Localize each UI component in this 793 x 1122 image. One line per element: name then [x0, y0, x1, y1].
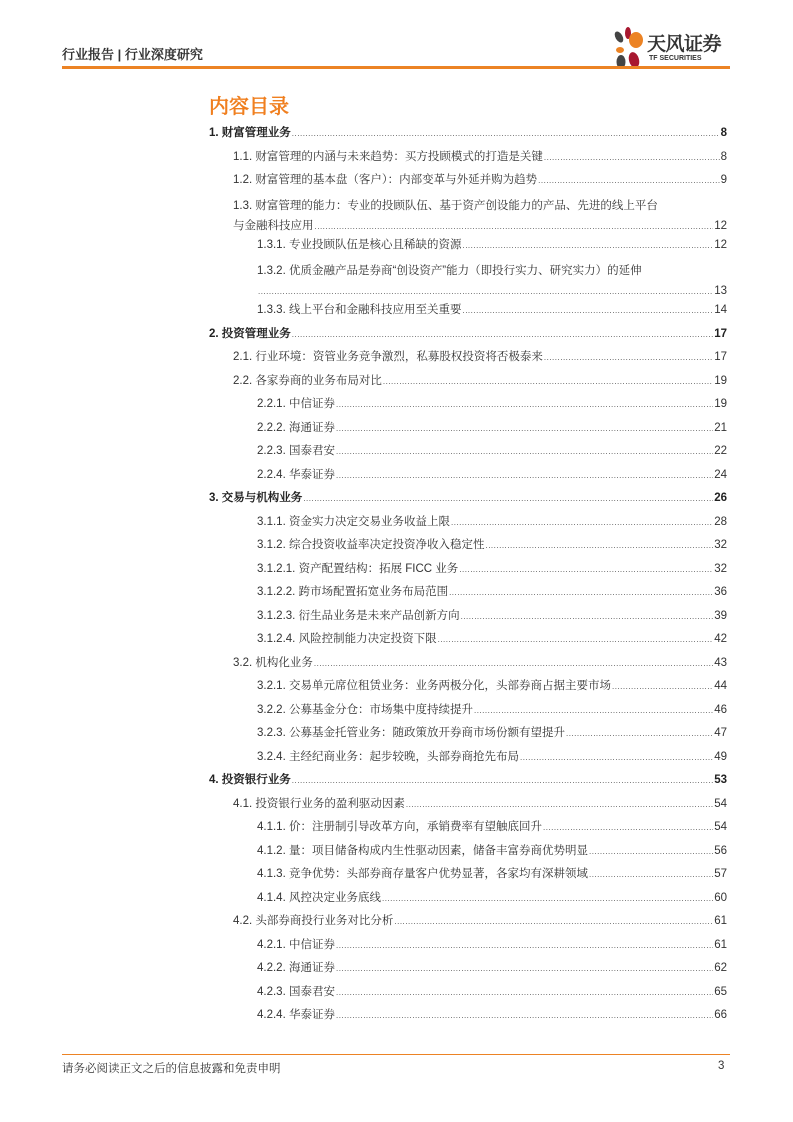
- toc-entry-title: 风控决定业务底线: [288, 891, 381, 904]
- toc-entry-page: 13: [714, 284, 727, 297]
- toc-entry-number: 2.: [209, 327, 219, 340]
- toc-entry-number: 2.2.4.: [257, 468, 286, 481]
- toc-entry[interactable]: [209, 628, 727, 652]
- dot-leader: [336, 440, 713, 464]
- toc-entry-page: 12: [714, 239, 727, 251]
- toc-entry-page: 56: [714, 844, 727, 857]
- toc-entry-number: 1.1.: [233, 150, 253, 163]
- toc-entry-number: 3.1.2.1.: [257, 562, 296, 575]
- toc-entry-number: 3.2.3.: [257, 727, 286, 739]
- report-type-header: 行业报告 | 行业深度研究: [62, 47, 203, 62]
- toc-entry-title: 财富管理的基本盘（客户）：内部变革与外延并购为趋势: [255, 174, 538, 186]
- table-of-contents: [209, 122, 727, 1028]
- dot-leader: [406, 793, 713, 817]
- toc-entry-page: 62: [714, 962, 727, 974]
- toc-entry[interactable]: [209, 840, 727, 864]
- toc-entry[interactable]: [209, 981, 727, 1005]
- toc-entry-page: 17: [714, 327, 727, 340]
- toc-entry-page: 14: [714, 304, 727, 316]
- toc-entry-page: 43: [714, 656, 727, 669]
- toc-entry[interactable]: [209, 722, 727, 746]
- toc-entry-title: 公募基金分仓：市场集中度持续提升: [288, 703, 473, 716]
- toc-entry[interactable]: [209, 816, 727, 840]
- toc-entry-page: 8: [720, 127, 727, 139]
- toc-entry-page: 54: [714, 821, 727, 833]
- toc-entry-page: 17: [714, 351, 727, 363]
- toc-entry[interactable]: [209, 957, 727, 981]
- dot-leader: [538, 169, 719, 193]
- toc-entry-title: 海通证券: [288, 421, 335, 434]
- toc-entry-title: 头部券商投行业务对比分析: [255, 915, 394, 927]
- toc-entry-title: 海通证券: [288, 962, 335, 974]
- toc-entry-title: 资金实力决定交易业务收益上限: [288, 515, 450, 528]
- dot-leader: [485, 534, 713, 558]
- toc-entry-number: 1.3.: [233, 199, 253, 212]
- toc-entry-page: 26: [714, 492, 727, 504]
- toc-entry[interactable]: [209, 146, 727, 170]
- dot-leader: [462, 234, 713, 258]
- toc-entry-title: 中信证券: [288, 938, 335, 951]
- toc-entry-title: 价：注册制引导改革方向，承销费率有望触底回升: [288, 821, 542, 833]
- toc-entry[interactable]: [209, 487, 727, 511]
- dot-leader: [292, 323, 713, 347]
- toc-entry-page: 66: [714, 1009, 727, 1021]
- toc-entry-number: 3.1.1.: [257, 515, 286, 528]
- toc-entry-number: 2.2.: [233, 374, 253, 387]
- toc-entry-number: 4.1.2.: [257, 844, 286, 857]
- dot-leader: [589, 863, 713, 887]
- toc-entry[interactable]: [209, 258, 727, 300]
- toc-entry[interactable]: [209, 534, 727, 558]
- dot-leader: [336, 934, 713, 958]
- toc-entry[interactable]: [209, 769, 727, 793]
- toc-entry-number: 4.2.: [233, 915, 253, 927]
- dot-leader: [394, 910, 713, 934]
- toc-entry-number: 1.2.: [233, 174, 253, 186]
- toc-entry[interactable]: [209, 675, 727, 699]
- toc-entry[interactable]: [209, 746, 727, 770]
- footer-divider: [62, 1054, 730, 1055]
- toc-entry-title: 交易单元席位租赁业务：业务两极分化，头部券商占据主要市场: [288, 680, 611, 692]
- toc-entry-title: 投资银行业务: [221, 774, 291, 786]
- toc-entry-title: 机构化业务: [255, 656, 313, 669]
- dot-leader: [462, 299, 713, 323]
- dot-leader: [292, 769, 713, 793]
- dot-leader: [314, 652, 713, 676]
- toc-entry-number: 4.1.4.: [257, 891, 286, 904]
- logo-petals-icon: [612, 26, 646, 70]
- toc-entry-page: 60: [714, 891, 727, 904]
- toc-entry-number: 2.2.2.: [257, 421, 286, 434]
- dot-leader: [336, 957, 713, 981]
- toc-entry[interactable]: [209, 440, 727, 464]
- toc-entry[interactable]: [209, 581, 727, 605]
- footer-disclaimer: 请务必阅读正文之后的信息披露和免责申明: [62, 1063, 281, 1075]
- toc-entry-number: 3.1.2.: [257, 539, 286, 551]
- logo-english-name: TF SECURITIES: [649, 55, 702, 62]
- toc-entry-number: 3.2.2.: [257, 703, 286, 716]
- toc-entry-number: 4.1.: [233, 797, 253, 810]
- toc-entry-number: 3.1.2.4.: [257, 633, 296, 645]
- toc-entry-title: 专业投顾队伍是核心且稀缺的资源: [288, 239, 462, 251]
- toc-entry-number: 4.1.3.: [257, 868, 286, 880]
- toc-entry[interactable]: [209, 1004, 727, 1028]
- toc-entry-page: 36: [714, 586, 727, 598]
- dot-leader: [459, 558, 713, 582]
- toc-entry-number: 3.: [209, 492, 219, 504]
- toc-entry[interactable]: [209, 234, 727, 258]
- dot-leader: [336, 981, 713, 1005]
- dot-leader: [544, 346, 713, 370]
- toc-entry-title: 公募基金托管业务：随政策放开券商市场份额有望提升: [288, 727, 565, 739]
- toc-entry-number: 4.2.4.: [257, 1009, 286, 1021]
- toc-entry[interactable]: [209, 299, 727, 323]
- toc-entry-title: 国泰君安: [288, 985, 335, 998]
- toc-entry-number: 2.2.1.: [257, 398, 286, 410]
- dot-leader: [336, 393, 713, 417]
- toc-entry-number: 4.2.3.: [257, 985, 286, 998]
- toc-entry-page: 57: [714, 868, 727, 880]
- toc-entry[interactable]: [209, 605, 727, 629]
- toc-entry-page: 24: [714, 468, 727, 481]
- dot-leader: [589, 840, 713, 864]
- toc-entry-page: 39: [714, 609, 727, 622]
- toc-entry-page: 47: [714, 727, 727, 739]
- toc-entry-number: 4.1.1.: [257, 821, 286, 833]
- toc-entry-title: 国泰君安: [288, 445, 335, 457]
- toc-entry-title: 风险控制能力决定投资下限: [298, 633, 437, 645]
- dot-leader: [544, 146, 720, 170]
- toc-entry[interactable]: [209, 193, 727, 235]
- toc-entry-page: 28: [714, 515, 727, 528]
- toc-entry-title: 交易与机构业务: [221, 492, 303, 504]
- toc-entry-number: 3.1.2.2.: [257, 586, 296, 598]
- toc-title: 内容目录: [209, 96, 289, 118]
- dot-leader: [336, 1004, 713, 1028]
- toc-entry-number: 4.: [209, 774, 219, 786]
- toc-entry-title: 华泰证券: [288, 468, 335, 481]
- toc-entry[interactable]: [209, 464, 727, 488]
- dot-leader: [451, 511, 713, 535]
- toc-entry[interactable]: [209, 887, 727, 911]
- toc-entry-page: 53: [714, 774, 727, 786]
- toc-entry[interactable]: [209, 323, 727, 347]
- toc-entry-page: 9: [720, 174, 727, 186]
- toc-entry-page: 46: [714, 703, 727, 716]
- toc-entry-title: 财富管理的内涵与未来趋势：买方投顾模式的打造是关键: [255, 150, 543, 163]
- toc-entry[interactable]: [209, 393, 727, 417]
- toc-entry[interactable]: [209, 793, 727, 817]
- toc-entry-title: 行业环境：资管业务竞争激烈，私募股权投资将否极泰来: [255, 351, 543, 363]
- toc-entry-title: 各家券商的业务布局对比: [255, 374, 382, 387]
- toc-entry[interactable]: [209, 652, 727, 676]
- toc-entry[interactable]: [209, 934, 727, 958]
- toc-entry-title: 财富管理的能力：专业的投顾队伍、基于资产创设能力的产品、先进的线上平台: [255, 199, 658, 212]
- toc-entry[interactable]: [209, 122, 727, 146]
- toc-entry[interactable]: [209, 417, 727, 441]
- toc-entry[interactable]: [209, 370, 727, 394]
- toc-entry-page: 54: [714, 797, 727, 810]
- toc-entry-page: 12: [714, 219, 727, 232]
- toc-entry-page: 65: [714, 985, 727, 998]
- toc-entry-number: 1.3.3.: [257, 304, 286, 316]
- toc-entry[interactable]: [209, 558, 727, 582]
- page-number: 3: [718, 1060, 725, 1072]
- dot-leader: [612, 675, 713, 699]
- toc-entry-page: 49: [714, 750, 727, 763]
- toc-entry[interactable]: [209, 910, 727, 934]
- toc-entry[interactable]: [209, 511, 727, 535]
- toc-entry-title: 资产配置结构：拓展 FICC 业务: [298, 562, 459, 575]
- toc-entry-number: 1.3.1.: [257, 239, 286, 251]
- toc-entry-title: 财富管理业务: [221, 127, 291, 139]
- toc-entry-number: 2.2.3.: [257, 445, 286, 457]
- toc-entry[interactable]: [209, 863, 727, 887]
- toc-entry-number: 2.1.: [233, 351, 253, 363]
- toc-entry-title: 跨市场配置拓宽业务布局范围: [298, 586, 449, 598]
- toc-entry-title: 华泰证券: [288, 1009, 335, 1021]
- toc-entry-title: 投资管理业务: [221, 327, 291, 340]
- toc-entry-page: 19: [714, 374, 727, 387]
- toc-entry-page: 61: [714, 915, 727, 927]
- toc-entry-number: 1.3.2.: [257, 264, 286, 277]
- dot-leader: [382, 887, 713, 911]
- dot-leader: [474, 699, 713, 723]
- toc-entry-number: 3.2.4.: [257, 750, 286, 763]
- dot-leader: [566, 722, 713, 746]
- toc-entry-number: 3.1.2.3.: [257, 609, 296, 622]
- toc-entry-page: 8: [720, 150, 727, 163]
- dot-leader: [543, 816, 713, 840]
- toc-entry-number: 3.2.1.: [257, 680, 286, 692]
- toc-entry-title: 优质金融产品是券商“创设资产”能力（即投行实力、研究实力）的延伸: [288, 264, 642, 277]
- toc-entry-page: 19: [714, 398, 727, 410]
- dot-leader: [438, 628, 714, 652]
- header-divider: [62, 66, 730, 69]
- toc-entry-title: 量：项目储备构成内生性驱动因素，储备丰富券商优势明显: [288, 844, 588, 857]
- toc-entry-number: 4.2.2.: [257, 962, 286, 974]
- toc-entry-page: 44: [714, 680, 727, 692]
- toc-entry-title: 中信证券: [288, 398, 335, 410]
- toc-entry-title: 线上平台和金融科技应用至关重要: [288, 304, 462, 316]
- toc-entry-title: 衍生品业务是未来产品创新方向: [298, 609, 460, 622]
- toc-entry-title: 投资银行业务的盈利驱动因素: [255, 797, 405, 810]
- toc-entry-page: 42: [714, 633, 727, 645]
- toc-entry[interactable]: [209, 169, 727, 193]
- toc-entry-page: 32: [714, 562, 727, 575]
- toc-entry-page: 32: [714, 539, 727, 551]
- dot-leader: [520, 746, 713, 770]
- logo-chinese-name: 天风证券: [647, 34, 722, 55]
- tf-securities-logo: [612, 26, 734, 70]
- dot-leader: [336, 464, 713, 488]
- toc-entry-title: 主经纪商业务：起步较晚，头部券商抢先布局: [288, 750, 519, 763]
- toc-entry-title: 综合投资收益率决定投资净收入稳定性: [288, 539, 485, 551]
- toc-entry-number: 1.: [209, 127, 219, 139]
- toc-entry-page: 21: [714, 421, 727, 434]
- toc-entry-number: 3.2.: [233, 656, 253, 669]
- dot-leader: [449, 581, 713, 605]
- toc-entry-number: 4.2.1.: [257, 938, 286, 951]
- toc-entry-page: 61: [714, 938, 727, 951]
- dot-leader: [303, 487, 713, 511]
- dot-leader: [292, 122, 720, 146]
- toc-entry-title-continued: 与金融科技应用: [233, 219, 314, 232]
- toc-entry-page: 22: [714, 445, 727, 457]
- dot-leader: [383, 370, 713, 394]
- toc-entry[interactable]: [209, 346, 727, 370]
- toc-entry-title: 竞争优势：头部券商存量客户优势显著，各家均有深耕领域: [288, 868, 588, 880]
- toc-entry[interactable]: [209, 699, 727, 723]
- dot-leader: [336, 417, 713, 441]
- dot-leader: [461, 605, 714, 629]
